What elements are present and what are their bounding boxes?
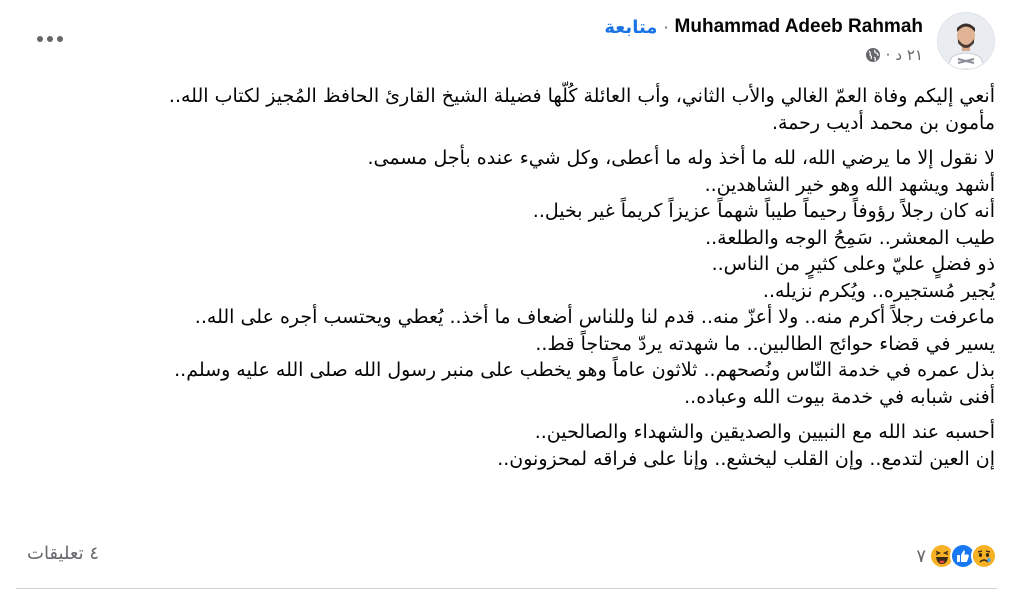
text-line: يسير في قضاء حوائج الطالبين.. ما شهدته يردّ محتاجاً قط.. bbox=[535, 332, 995, 355]
text-line: أفنى شبابه في خدمة بيوت الله وعباده.. bbox=[684, 385, 995, 408]
author-line bbox=[604, 14, 923, 40]
follow-button[interactable]: متابعة bbox=[604, 16, 658, 38]
comments-count-link[interactable]: ٤ تعليقات bbox=[27, 543, 100, 564]
reactions-summary[interactable] bbox=[916, 541, 997, 571]
globe-icon bbox=[865, 47, 881, 63]
text-line: بذل عمره في خدمة النّاس ونُصحهم.. ثلاثون عاماً وهو يخطب على منبر رسول الله صلى الله عليه وسلم.. bbox=[174, 359, 995, 381]
text-line: ذو فضلٍ عليّ وعلى كثيرٍ من الناس.. bbox=[711, 253, 995, 275]
paragraph bbox=[35, 145, 995, 410]
meta-separator: · bbox=[885, 46, 891, 64]
paragraph bbox=[35, 419, 995, 472]
sad-icon bbox=[971, 543, 997, 569]
avatar-photo bbox=[938, 13, 994, 69]
paragraph bbox=[35, 83, 995, 136]
text-line: طيب المعشر.. سَمِحُ الوجه والطلعة.. bbox=[705, 226, 995, 249]
text-line: ماعرفت رجلاً أكرم منه.. ولا أعزّ منه.. قدم لنا وللناس أضعاف ما أخذ.. يُعطي ويحتسب أجره على الله.. bbox=[194, 306, 995, 328]
text-line: يُجير مُستجيره.. ويُكرم نزيله.. bbox=[762, 279, 995, 302]
author-name[interactable]: Muhammad Adeeb Rahmah bbox=[674, 16, 923, 37]
text-line: أنه كان رجلاً رؤوفاً رحيماً طيباً شهماً عزيزاً كريماً غير بخيل.. bbox=[532, 200, 995, 222]
text-line: مأمون بن محمد أديب رحمة. bbox=[771, 111, 995, 134]
more-options-button[interactable] bbox=[30, 24, 70, 54]
footer-divider bbox=[16, 588, 997, 589]
text-line: لا نقول إلا ما يرضي الله، لله ما أخذ وله ما أعطى، وكل شيء عنده بأجل مسمى. bbox=[367, 147, 995, 169]
text-line: أنعي إليكم وفاة العمّ الغالي والأب الثاني، وأب العائلة كُلّها فضيلة الشيخ القارئ الحافظ المُجيز لكتاب الله.. bbox=[168, 85, 995, 107]
text-line: أشهد ويشهد الله وهو خير الشاهدين.. bbox=[704, 173, 995, 196]
more-horizontal-icon bbox=[36, 35, 64, 43]
post-timestamp[interactable]: ٢١ د bbox=[895, 46, 923, 64]
text-line: إن العين لتدمع.. وإن القلب ليخشع.. وإنا على فراقه لمحزونون.. bbox=[497, 447, 995, 470]
text-line: أحسبه عند الله مع النبيين والصديقين والشهداء والصالحين.. bbox=[534, 421, 995, 443]
reaction-count[interactable]: ٧ bbox=[916, 545, 926, 567]
separator-dot: · bbox=[663, 17, 669, 37]
post-text bbox=[35, 83, 995, 472]
author-avatar[interactable] bbox=[937, 12, 995, 70]
post-meta bbox=[865, 44, 923, 66]
